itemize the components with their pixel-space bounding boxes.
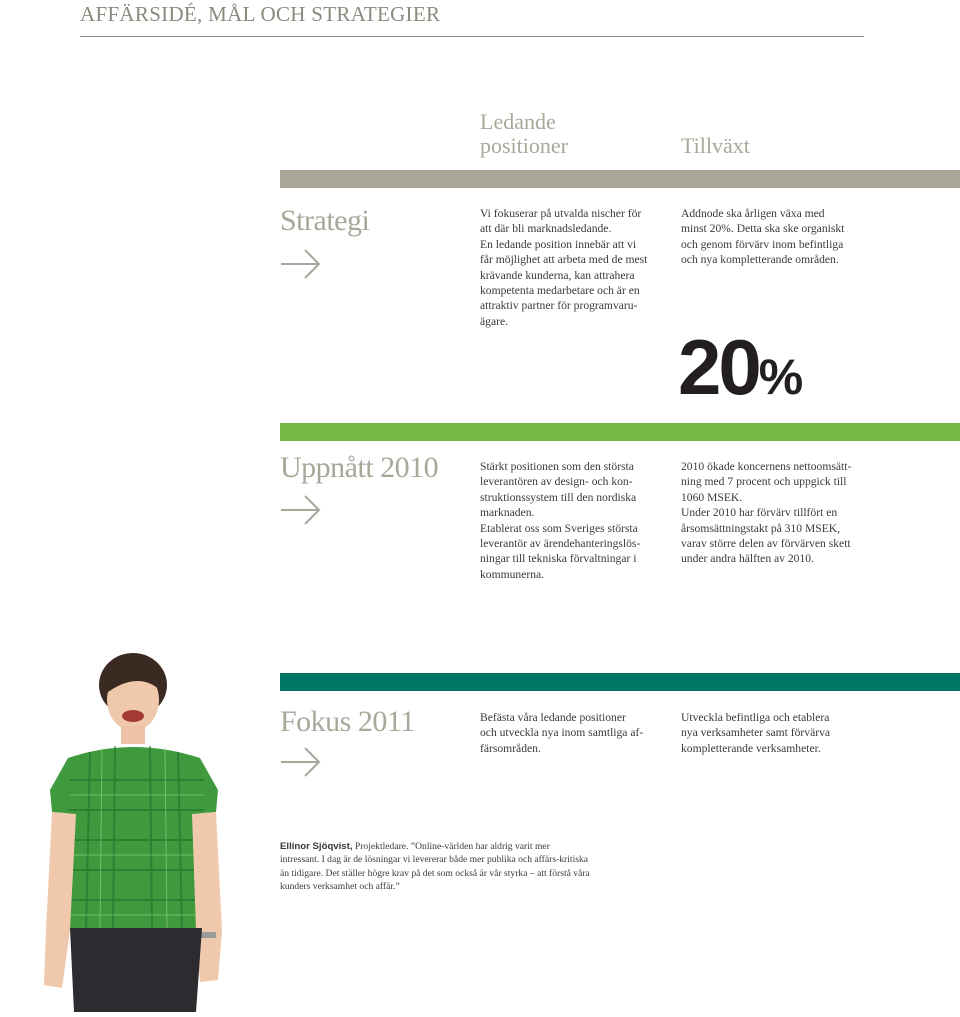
- photo-caption: [280, 840, 590, 894]
- focus-title: Fokus 2011: [280, 705, 415, 738]
- column-heading-growth: Tillväxt: [681, 133, 750, 158]
- caption-name: Ellinor Sjöqvist,: [280, 841, 353, 852]
- strategy-bar: [280, 170, 960, 188]
- growth-target-figure: [678, 322, 803, 413]
- achieved-growth-text: 2010 ökade koncernens nettoomsätt- ning med 7 procent och uppgick till 1060 MSEK. Under 2010 har förvärv tillfört en årsomsättningstakt på 310 MSEK, varav större delen av förvärven skett under andra hälften av 2010.: [681, 460, 852, 566]
- strategy-leading-text: Vi fokuserar på utvalda nischer för att där bli marknadsledande. En ledande position innebär att vi får möjlighet att arbeta med de mest krävande kunderna, kan attrahera kompetenta medarbetare och är en attraktiv partner för programvaru- ägare.: [480, 207, 648, 328]
- strategy-growth-text: Addnode ska årligen växa med minst 20%. Detta ska ske organiskt och genom förvärv inom befintliga och nya kompletterande områden.: [681, 207, 845, 267]
- growth-target-unit: %: [758, 349, 804, 405]
- growth-target-number: 20: [678, 323, 759, 411]
- column-heading-leading-positions: Ledande positioner: [480, 109, 568, 158]
- achieved-bar: [280, 423, 960, 441]
- arrow-right-icon: [280, 746, 322, 778]
- arrow-right-icon: [280, 494, 322, 526]
- page-header-title: AFFÄRSIDÉ, MÅL OCH STRATEGIER: [80, 2, 441, 26]
- header-divider: [80, 36, 864, 37]
- arrow-right-icon: [280, 248, 322, 280]
- focus-leading-text: Befästa våra ledande positioner och utveckla nya inom samtliga af- färsområden.: [480, 711, 644, 755]
- strategy-title: Strategi: [280, 204, 370, 237]
- portrait-photo: [0, 630, 262, 1012]
- focus-growth-text: Utveckla befintliga och etablera nya verksamheter samt förvärva kompletterande verksamheter.: [681, 711, 831, 755]
- achieved-title: Uppnått 2010: [280, 451, 439, 484]
- caption-text: Projektledare. ”Online-världen har aldrig varit mer intressant. I dag är de lösningar vi levererar både mer publika och affärs-kritiska än tidigare. Det ställer högre krav på det som också är vår styrka – att förstå våra kunders verksamhet och affär.”: [280, 841, 590, 893]
- achieved-leading-text: Stärkt positionen som den största leverantören av design- och kon- struktionssystem till den nordiska marknaden. Etablerat oss som Sveriges största leverantör av ärendehanteringslös- ningar till tekniska förvaltningar i kommunerna.: [480, 460, 641, 581]
- focus-bar: [280, 673, 960, 691]
